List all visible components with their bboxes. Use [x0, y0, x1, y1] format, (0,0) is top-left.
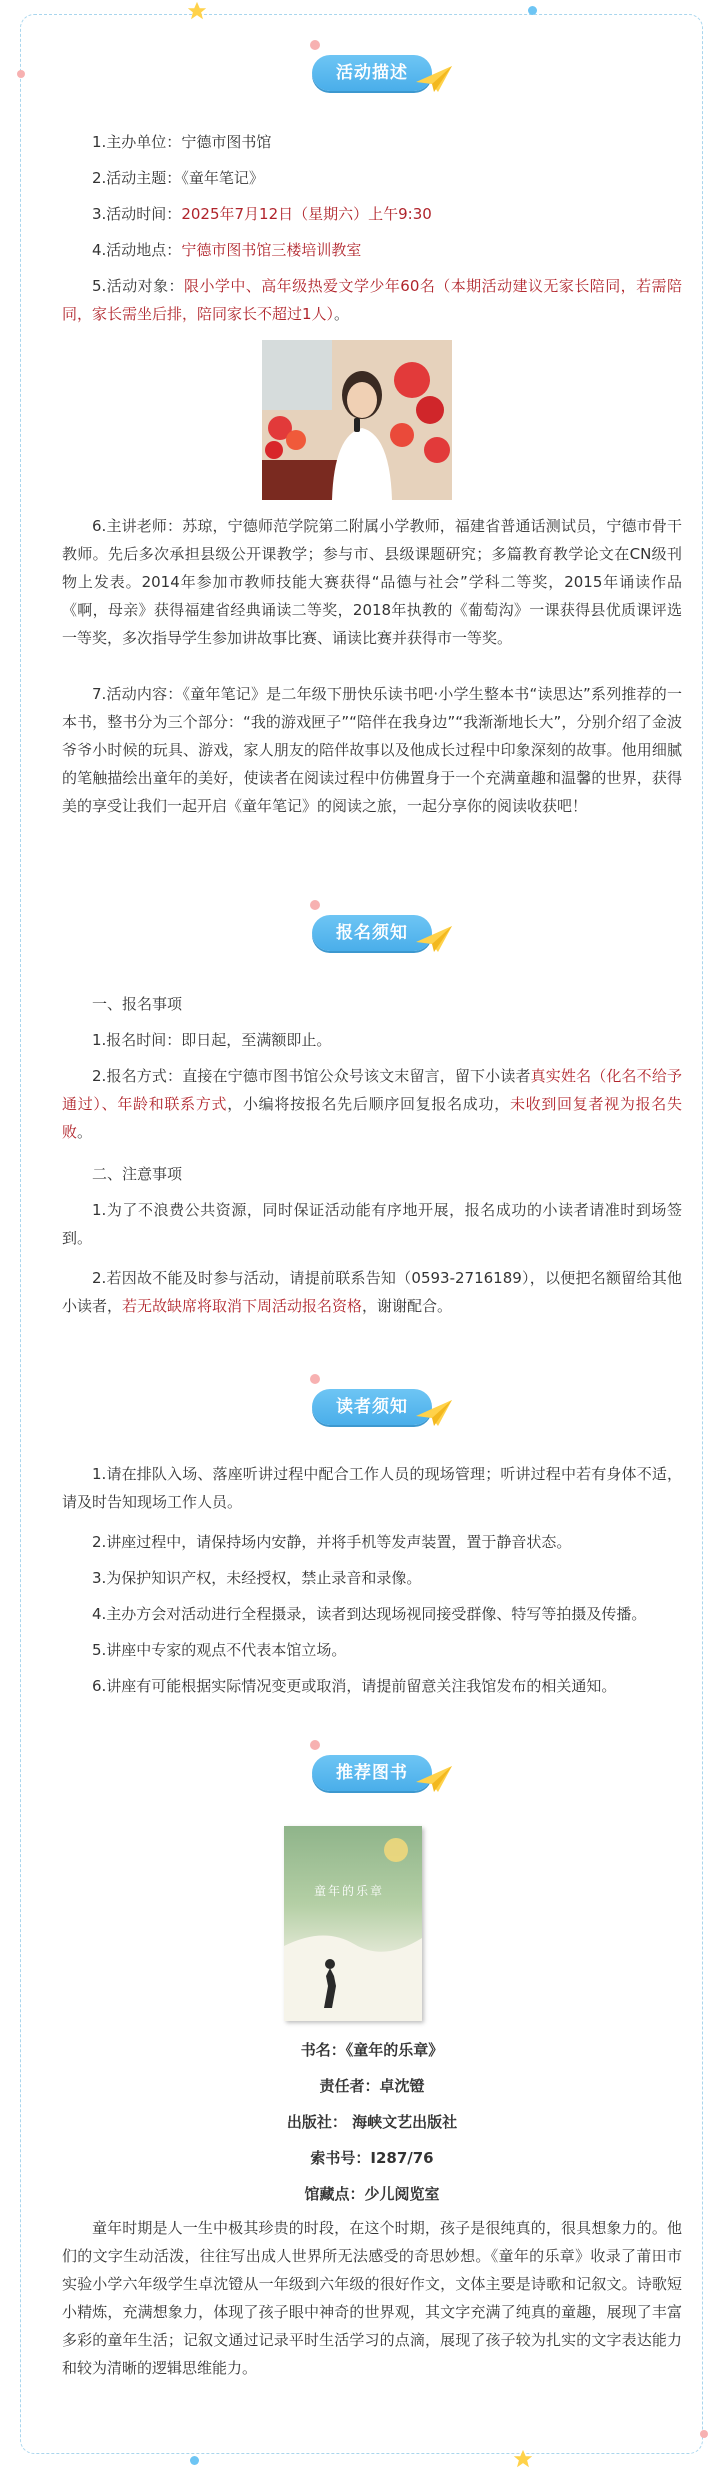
content-paragraph: 7.活动内容：《童年笔记》是二年级下册快乐读书吧·小学生整本书“读思达”系列推荐的一本书，整书分为三个部分：“我的游戏匣子”“陪伴在我身边”“我渐渐地长大”，分别介绍了金波爷爷小时候的玩具、游戏，家人朋友的陪伴故事以及他成长过程中印象深刻的故事。他用细腻的笔触描绘出童年的美好，使读者在阅读过程中仿佛置身于一个充满童趣和温馨的世界，获得美的享受让我们一起开启《童年笔记》的阅读之旅，一起分享你的阅读收获吧！	[62, 685, 682, 815]
paper-plane-icon	[414, 1762, 454, 1796]
paper-plane-icon	[414, 62, 454, 96]
note-2: 2.若因故不能及时参与活动，请提前联系告知（0593-2716189），以便把名额留给其他小读者，若无故缺席将取消下周活动报名资格，谢谢配合。	[62, 1269, 682, 1315]
pink-dot-icon	[310, 1740, 320, 1750]
audience-line: 5.活动对象：限小学中、高年级热爱文学少年60名（本期活动建议无家长陪同，若需陪同，家长需坐后排，陪同家长不超过1人）。	[62, 277, 683, 323]
section-header-activity	[62, 40, 682, 100]
section-title: 活动描述	[312, 55, 432, 91]
paper-plane-icon	[414, 922, 454, 956]
place-line: 4.活动地点：宁德市图书馆三楼培训教室	[92, 241, 362, 259]
reader-note-6: 6.讲座有可能根据实际情况变更或取消，请提前留意关注我馆发布的相关通知。	[92, 1677, 617, 1695]
section-title: 读者须知	[312, 1389, 432, 1425]
reader-note-4: 4.主办方会对活动进行全程摄录，读者到达现场视同接受群像、特写等拍摄及传播。	[92, 1605, 647, 1623]
book-author: 责任者：卓沈镫	[319, 2077, 425, 2095]
paper-plane-icon	[414, 1396, 454, 1430]
registration-method: 2.报名方式：直接在宁德市图书馆公众号该文末留言，留下小读者真实姓名（化名不给予通过）、年龄和联系方式，小编将按报名先后顺序回复报名成功，未收到回复者视为报名失败。	[62, 1067, 682, 1141]
registration-heading: 一、报名事项	[92, 995, 183, 1013]
book-location: 馆藏点：少儿阅览室	[304, 2185, 440, 2203]
reader-note-2: 2.讲座过程中，请保持场内安静，并将手机等发声装置，置于静音状态。	[92, 1533, 572, 1551]
book-description: 童年时期是人一生中极其珍贵的时段，在这个时期，孩子是很纯真的，很具想象力的。他们的文字生动活泼，往往写出成人世界所无法感受的奇思妙想。《童年的乐章》收录了莆田市实验小学六年级学生卓沈镫从一年级到六年级的很好作文，文体主要是诗歌和记叙文。诗歌短小精炼，充满想象力，体现了孩子眼中神奇的世界观，其文字充满了纯真的童趣，展现了丰富多彩的童年生活；记叙文通过记录平时生活学习的点滴，展现了孩子较为扎实的文字表达能力和较为清晰的逻辑思维能力。	[62, 2219, 682, 2377]
pink-dot-icon	[310, 40, 320, 50]
host-line: 1.主办单位：宁德市图书馆	[92, 133, 272, 151]
blue-dot-icon	[190, 2456, 199, 2465]
book-call-number: 索书号：I287/76	[310, 2149, 434, 2167]
teacher-paragraph: 6.主讲老师：苏琼，宁德师范学院第二附属小学教师，福建省普通话测试员，宁德市骨干教师。先后多次承担县级公开课教学；参与市、县级课题研究；多篇教育教学论文在CN级刊物上发表。2014年参加市教师技能大赛获得“品德与社会”学科二等奖，2015年诵读作品《啊，母亲》获得福建省经典诵读二等奖，2018年执教的《葡萄沟》一课获得县优质课评选一等奖，多次指导学生参加讲故事比赛、诵读比赛并获得市一等奖。	[62, 517, 682, 647]
star-icon	[186, 0, 208, 22]
reader-note-1: 1.请在排队入场、落座听讲过程中配合工作人员的现场管理；听讲过程中若有身体不适，请及时告知现场工作人员。	[62, 1465, 682, 1511]
notes-heading: 二、注意事项	[92, 1165, 183, 1183]
section-header-registration	[62, 900, 682, 960]
pink-dot-icon	[310, 1374, 320, 1384]
registration-time: 1.报名时间：即日起，至满额即止。	[92, 1031, 332, 1049]
section-header-reader	[62, 1374, 682, 1434]
theme-line: 2.活动主题：《童年笔记》	[92, 169, 264, 187]
book-title: 书名：《童年的乐章》	[300, 2041, 444, 2059]
blue-dot-icon	[528, 6, 537, 15]
book-cover	[284, 1826, 422, 2021]
reader-note-3: 3.为保护知识产权，未经授权，禁止录音和录像。	[92, 1569, 422, 1587]
book-publisher: 出版社： 海峡文艺出版社	[286, 2113, 458, 2131]
book-cover-title: 童年的乐章	[314, 1884, 385, 1898]
pink-dot-icon	[700, 2430, 708, 2438]
time-line: 3.活动时间：2025年7月12日（星期六）上午9:30	[92, 205, 432, 223]
section-title: 报名须知	[312, 915, 432, 951]
pink-dot-icon	[310, 900, 320, 910]
note-1: 1.为了不浪费公共资源，同时保证活动能有序地开展，报名成功的小读者请准时到场签到。	[62, 1201, 682, 1247]
reader-note-5: 5.讲座中专家的观点不代表本馆立场。	[92, 1641, 347, 1659]
pink-dot-icon	[17, 70, 25, 78]
speaker-photo	[262, 340, 452, 500]
section-header-books	[62, 1740, 682, 1800]
section-title: 推荐图书	[312, 1755, 432, 1791]
star-icon	[512, 2448, 534, 2470]
